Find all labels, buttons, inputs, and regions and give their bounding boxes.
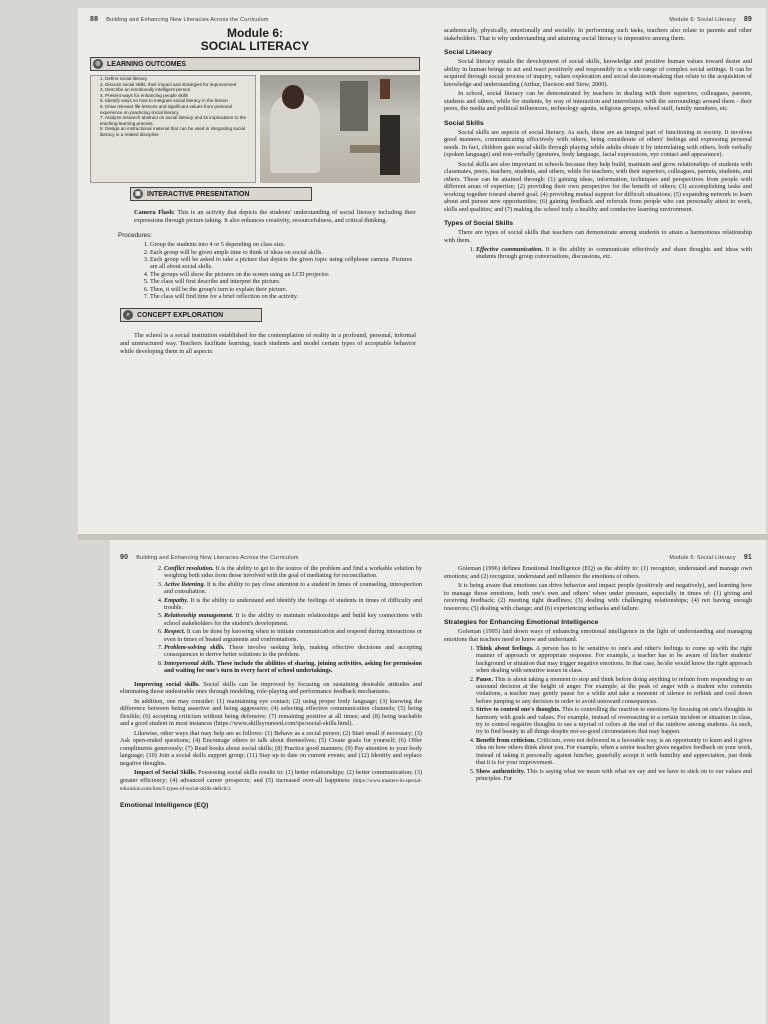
item-term: Benefit from criticism. [476,736,536,744]
list-item [164,565,422,580]
running-head-text: Building and Enhancing New Literacies Across the Curriculum [106,17,269,23]
list-item [164,660,422,675]
camera-flash-intro [134,209,416,224]
paragraph-text: Social skills can be improved by focusing on sustaining desirable attitudes and eliminating those undesirable ones through modeling, role-playing and performance feedback mechanisms. [120,680,422,696]
list-item [476,645,752,675]
module-number: Module 6: [227,26,283,40]
page-number: 91 [743,554,752,561]
paragraph [120,681,422,696]
procedure-step: 3. Each group will be asked to take a picture that depicts the given topic using cellphone camera. Pictures are all about social skills. [150,256,412,271]
page-number: 90 [120,554,129,561]
list-item [476,676,752,706]
paragraph-term: Improving social skills. [134,680,200,688]
activity-name: Camera Flash: [134,209,175,216]
activity-description: This is an activity that depicts the students' understanding of social literacy including their expressions through picture taking. It also enhances creativity, resourcefulness, and critical thinking. [134,209,416,224]
running-header [444,16,752,23]
interactive-presentation-heading [130,187,312,201]
target-icon: ◎ [93,59,103,69]
paragraph: In addition, one may consider: (1) maintaining eye contact; (2) using proper body language; (3) knowing the difference between being assertive and being aggressive; (4) selecting effective communication channels; (5) being flexible; (6) accepting criticism without being defensive; (7) remaining positive at all times; and (8) being teachable and a good student in most instances (https://www.skillsyouneed.com/ips/social-skills.html). [120,697,422,728]
outcome-item: 3. Describe an emotionally intelligent person [100,87,191,93]
list-item [164,644,422,659]
page-91 [432,540,766,1024]
item-text: It can be done by knowing when to initiate communication and respond during interactions or even in times of heated arguments and confrontations. [164,628,422,643]
concept-exploration-heading [120,308,262,322]
item-text: It is the ability to get to the source of the problem and find a workable solution by weighing both sides from those involved with the goal of mediating for reconciliation. [164,565,422,580]
section-heading: Social Skills [444,119,484,127]
item-text: It is the ability to maintain relationships and build key connections with school stakeholders for the student's development. [164,612,422,627]
outcome-item: 1. Define social literacy [100,76,148,81]
page-number: 89 [743,16,752,23]
section-heading: Types of Social Skills [444,220,514,227]
procedure-step: 4. The groups will show the pictures on the screen using an LCD projector. [150,271,412,278]
outcomes-block [90,75,420,183]
procedures-label: Procedures: [118,232,152,240]
paragraph [120,769,422,794]
list-item [164,612,422,627]
section-heading: Strategies for Enhancing Emotional Intelligence [444,619,599,626]
item-term: Problem-solving skills. [164,644,225,652]
item-text: These include the abilities of sharing, joining activities, asking for permission and waiting for one's turn in every facet of school undertakings. [164,659,422,675]
item-term: Pause. [476,675,494,683]
running-header [444,554,752,561]
item-term: Conflict resolution. [164,565,214,572]
running-header [90,16,420,23]
classroom-photo [260,75,420,183]
paragraph: Social skills are also important in schools because they help build, maintain and grow relationships of students with classmates, peers, teachers, students, and others, while for teachers, with their superiors, colleagues, parents, students, and others. These can be attained through: (1) gaining ideas, information, techniques and perspectives from people with different areas of expertise; (2) providing their own perspective for the benefit of others; (3) accomplishing tasks and working together toward shared goal; (4) providing mutual support for difficult situations; (5) expanding network to learn about and pursue new opportunities; (6) gaining feedback and referrals from people who can personally attest to work, skills and qualities; and (7) making the school truly a healthy and conducive learning environment. [444,160,752,213]
section-heading-label: INTERACTIVE PRESENTATION [147,190,250,198]
running-header [120,554,422,561]
paragraph: Likewise, other ways that may help are as follows: (1) Behave as a social person; (2) Start small if necessary; (3) Ask open-ended questions; (4) Encourage others to talk about themselves; (5) Create goals for yourself; (6) Offer compliments generously; (7) Read books about social skills; (8) Practice good manners; (9) Pay attention to your body language; (10) Join a social skills support group; (11) Stay up to date on current events; and (12) Identify and replace negative thoughts. [120,729,422,767]
skills-list [462,246,752,261]
item-text: These involve seeking help, making effective decisions and accepting consequences to derive better solutions to the problem. [164,644,422,659]
section-heading-label: CONCEPT EXPLORATION [137,311,224,319]
list-item [164,597,422,612]
presentation-icon: ▣ [133,189,143,199]
strategies-list [462,645,752,782]
module-title [90,27,420,53]
outcome-item: 2. Discuss social skills, their impact and strategies for improvement [100,81,237,87]
paragraph: Goleman (1995) laid down ways of enhancing emotional intelligence in the light of understanding and managing emotions that teachers need to know and understand. [444,628,752,643]
item-term: Interpersonal skills. [164,659,216,667]
item-term: Respect. [164,628,186,636]
item-term: Empathy. [164,596,189,604]
page-90 [110,540,432,1024]
procedure-step: 7. The class will find time for a brief reflection on the activity. [150,293,412,300]
procedures-list [142,241,412,300]
list-item [476,768,752,783]
procedure-step: 2. Each group will be given ample time to think of ideas on social skills. [150,249,412,256]
outcome-item: 6. Draw relevant life lessons and significant values from personal experience on practicing social literacy [100,103,233,115]
item-text: It is the ability to communicate effectively and share thoughts and ideas with students through group conversations, discussions, etc. [476,246,752,261]
procedure-step: 1. Group the students into 4 or 5 depending on class size. [150,241,412,248]
list-item [164,628,422,643]
outcome-item: 5. Identify ways on how to integrate social literacy in the lesson [100,98,228,104]
page-89 [432,8,766,534]
page-88 [78,8,432,534]
procedure-step: 5. The class will first describe and interpret the picture. [150,278,412,285]
paragraph: In school, social literacy can be demonstrated by teachers in dealing with their superiors, colleagues, parents, students and others, while for students, by way of interaction and interrelation with the surroundings around them - their peers, the media and political influencers, technology agents, religious groups, school staff, family members, etc. [444,90,752,112]
item-term: Active listening. [164,580,206,588]
list-item [476,246,752,261]
running-head-text: Module 6: Social Literacy [669,555,736,561]
running-head-text: Building and Enhancing New Literacies Across the Curriculum [136,555,299,561]
paragraph: Social skills are aspects of social literacy. As such, these are an integral part of functioning in society. It involves good manners, communicating effectively with others, being considerate of others' feelings and expressing personal needs. In fact, children gain social skills through playing while adults obtain it by interrelating with others, both verbally (spoken language) and non-verbally (gestures, body language, facial expressions, eye contact and appearance). [444,128,752,158]
learning-outcomes-heading [90,57,420,71]
skills-list [150,565,422,675]
item-term: Relationship management. [164,612,234,620]
outcome-item: 4. Present ways for enhancing people skills [100,92,189,98]
reference-url: (https://www.masters-in-special-education.com/lists/5-types-of-social-skills-deficit/). [120,777,422,793]
paragraph: There are types of social skills that teachers can demonstrate among students to attain a harmonious relationship with them. [444,229,752,244]
item-term: Strive to control one's thoughts. [476,706,561,714]
item-text: This is controlling the reaction to emotions by focusing on one's thoughts in harmony with goals and values. For example, instead of overreacting to a certain incident or situation in class, try to control negative thoughts to see a myriad of colors at the end of the rainbow among students. As such, try to find beauty in all things despite not-so-good circumstances that may happen. [476,706,752,736]
paragraph-term: Impact of Social Skills. [134,769,197,777]
procedure-step: 6. Then, it will be the group's turn to explain their picture. [150,286,412,293]
paragraph: Social literacy entails the development of social skills, knowledge and positive human values toward desire and ability in human beings to act and react positively and responsibly in a wide range of complex social settings. It can be acquired through social process of inquiry, values exploration and social decision-making that relate to the acquisition of knowledge and understanding (Arthur, Davison and Stow, 2000). [444,58,752,88]
concept-paragraph: The school is a social institution established for the contemplation of reality in a profound, personal, informal and unstructured way. Teachers facilitate learning, teach students and model certain types of acceptable behavior while developing them in all aspects: [120,332,416,355]
item-text: It is the ability to understand and identify the feelings of students in times of difficulty and trouble. [164,596,422,612]
list-item [476,706,752,736]
item-term: Show authenticity. [476,767,526,775]
section-heading: Social Literacy [444,49,492,56]
page-number: 88 [90,16,99,23]
list-item [164,581,422,596]
item-text: This is about taking a moment to stop and think before doing anything to refrain from responding to an unsound decision at the height of anger. For example, at the peak of anger with a student who commits violations, a teacher may gently pause for a while and take a moment of silence to rethink and cool down before jumping to any decision in order to avoid untoward consequences. [476,675,752,705]
item-term: Think about feelings. [476,645,534,652]
item-text: Criticism, even not delivered in a favorable way, is an opportunity to learn and it gives idea on how others think about you. For example, when a senior teacher gives negative feedback on your work, instead of taking it personally against him/her, gratefully accept it with humility and appreciation, just think that it is for your improvement. [476,736,752,767]
paragraph-text: Possessing social skills results to: (1) better relationships; (2) better communication; (3) greater efficiency; (4) advanced career prospects; and (5) increased over-all happiness [120,769,423,784]
module-name: SOCIAL LITERACY [200,39,310,53]
paragraph: It is being aware that emotions can drive behavior and impact people (positively and negatively), and learning how to manage those emotions, both one's own and others' when under pressure, especially in times of: (1) giving and receiving feedback; (2) meeting tight deadlines; (3) dealing with challenging relationships; (4) not having enough resources; (5) dealing with change; and (6) experiencing setbacks and failure. [444,582,752,612]
item-text: A person has to be sensitive to one's and other's feelings to come up with the right manner of approach or appropriate response. For example, a teacher has to be aware of his/her students' background or situation that may trigger negative emotions. In that case, he/she would know the right approach when dealing with sensitive issues in class. [476,645,752,675]
running-head-text: Module 6: Social Literacy [669,17,736,23]
section-heading: Emotional Intelligence (EQ) [120,801,209,809]
paragraph: Goleman (1996) defines Emotional Intelligence (EQ) as the ability to: (1) recognize, understand and manage own emotions; and (2) recognize, understand and influence the emotions of others. [444,565,752,580]
paragraph: academically, physically, emotionally and socially. In performing such tasks, teachers also relate to parents and other stakeholders. That is why understanding and attaining social literacy is imperative among them. [444,27,752,42]
outcomes-list [90,75,256,183]
outcome-item: 7. Analyze research abstract on social literacy and its implications to the teaching-learning process. [100,115,247,126]
outcome-item: 8. Design an instructional material that can be used in integrating social literacy in a related discipline [100,126,246,137]
item-text: It is the ability to pay close attention to a student in times of counseling, introspection and consultation. [164,580,423,596]
list-item [476,737,752,767]
item-text: This is saying what we mean with what we say and we have to stick on to our values and principles. For [476,767,752,782]
item-term: Effective communication. [476,246,543,253]
magnifier-icon: ⌕ [123,310,133,320]
section-heading-label: LEARNING OUTCOMES [107,60,186,68]
